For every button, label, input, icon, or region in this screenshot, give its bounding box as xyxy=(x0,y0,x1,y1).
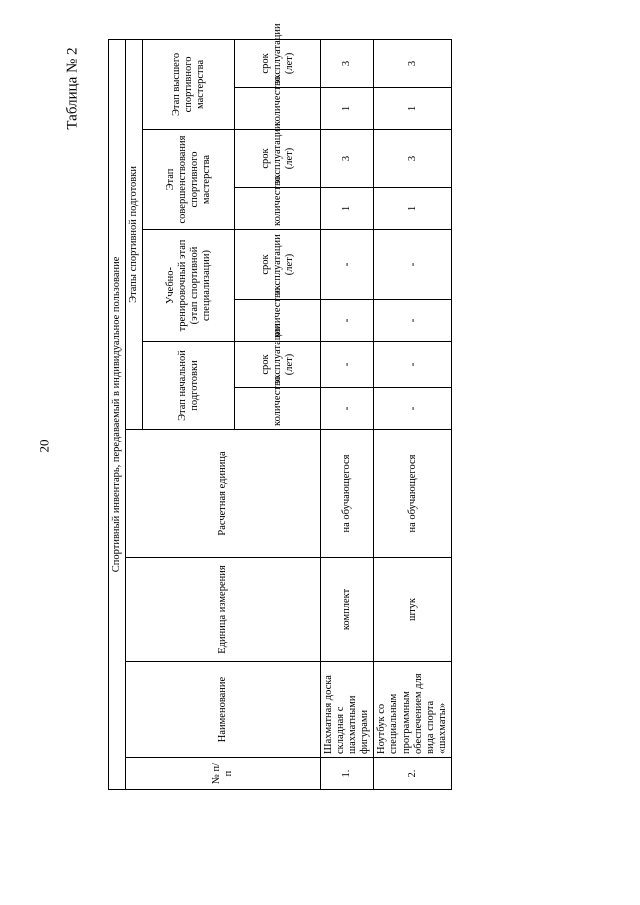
header-qty: количество xyxy=(235,300,321,342)
row-value: - xyxy=(374,300,451,342)
row-value: - xyxy=(374,230,451,300)
row-unit: штук xyxy=(374,558,451,662)
header-qty: количество xyxy=(235,388,321,430)
header-stage-3: Этап совершенствования спортивного мастерства xyxy=(143,130,235,230)
header-qty: количество xyxy=(235,188,321,230)
header-top: Спортивный инвентарь, передаваемый в индивидуальное пользование xyxy=(109,39,126,789)
row-value: 3 xyxy=(321,130,374,188)
row-value: - xyxy=(321,342,374,388)
equipment-table-wrapper xyxy=(108,23,448,790)
row-unit: комплект xyxy=(321,558,374,662)
row-value: 3 xyxy=(374,39,451,87)
row-value: 1 xyxy=(374,188,451,230)
header-stage-1: Этап начальной подготовки xyxy=(143,342,235,430)
row-num: 2. xyxy=(374,758,451,790)
row-value: 3 xyxy=(374,130,451,188)
row-value: - xyxy=(321,388,374,430)
table-row xyxy=(321,39,374,789)
header-stages-title: Этапы спортивной подготовки xyxy=(126,39,143,429)
row-num: 1. xyxy=(321,758,374,790)
table-row xyxy=(374,39,451,789)
row-value: 1 xyxy=(321,88,374,130)
header-term: срок эксплуатации (лет) xyxy=(235,130,321,188)
row-name: Шахматная доска складная с шахматными фигурами xyxy=(321,662,374,758)
header-term: срок эксплуатации (лет) xyxy=(235,230,321,300)
header-stage-2: Учебно-тренировочный этап (этап спортивной специализации) xyxy=(143,230,235,342)
header-unit: Единица измерения xyxy=(126,558,321,662)
page-number: 20 xyxy=(36,439,52,453)
row-value: 1 xyxy=(321,188,374,230)
table-title: Таблица № 2 xyxy=(64,47,81,130)
row-value: 3 xyxy=(321,39,374,87)
header-term: срок эксплуатации (лет) xyxy=(235,342,321,388)
header-num: № п/п xyxy=(126,758,321,790)
row-name: Ноутбук со специальным программным обеспечением для вида спорта «шахматы» xyxy=(374,662,451,758)
row-value: - xyxy=(321,230,374,300)
equipment-table xyxy=(108,23,452,790)
header-stage-4: Этап высшего спортивного мастерства xyxy=(143,39,235,129)
row-value: 1 xyxy=(374,88,451,130)
header-calc-unit: Расчетная единица xyxy=(126,430,321,558)
row-value: - xyxy=(321,300,374,342)
row-value: - xyxy=(374,388,451,430)
row-calc: на обучающегося xyxy=(321,430,374,558)
header-term: срок эксплуатации (лет) xyxy=(235,39,321,87)
header-name: Наименование xyxy=(126,662,321,758)
row-value: - xyxy=(374,342,451,388)
row-calc: на обучающегося xyxy=(374,430,451,558)
header-qty: количество xyxy=(235,88,321,130)
